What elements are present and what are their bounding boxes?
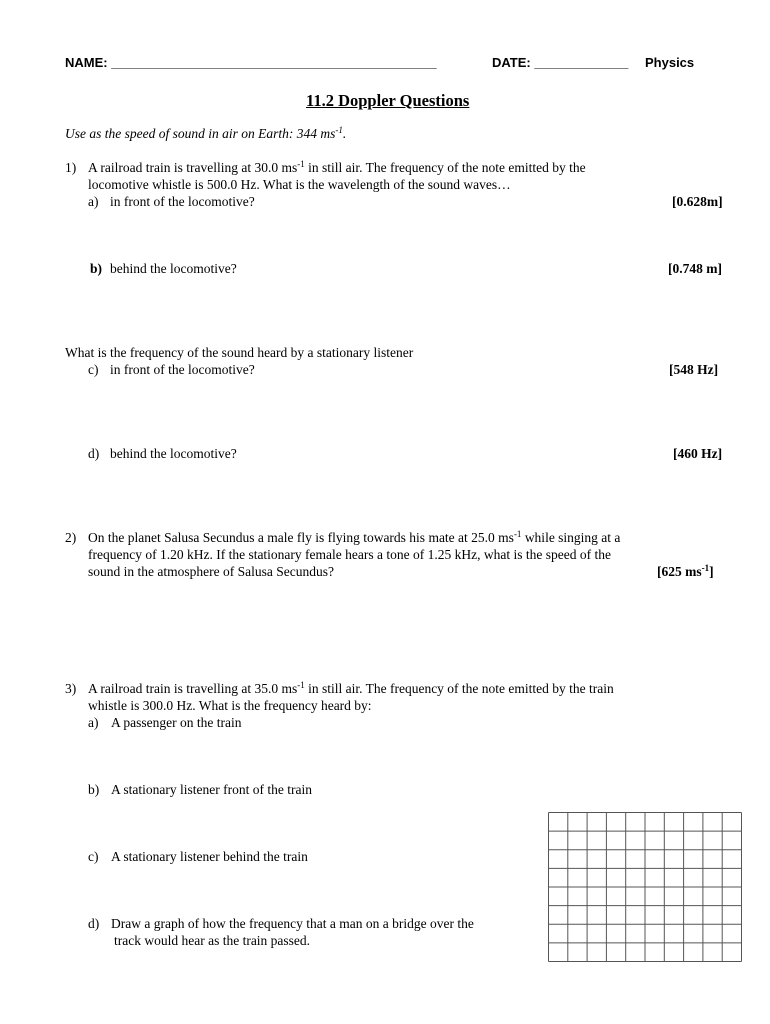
- q2-line1-sup: -1: [513, 529, 522, 539]
- q2-answer-a: [625 ms: [657, 564, 702, 579]
- q2-line3: sound in the atmosphere of Salusa Secundus?: [88, 564, 334, 579]
- q3-line1-sup: -1: [297, 680, 305, 690]
- q1-frequency-prompt: What is the frequency of the sound heard by a stationary listener: [65, 345, 414, 360]
- intro-sup: -1: [335, 125, 343, 135]
- q3-line1-b: in still air. The frequency of the note emitted by the train: [304, 681, 614, 696]
- q1b-text: behind the locomotive?: [110, 261, 237, 276]
- q1c-answer: [548 Hz]: [669, 362, 719, 377]
- q3d-letter: d): [88, 916, 100, 931]
- q2-answer: [657, 564, 714, 580]
- q2-number: 2): [65, 530, 77, 545]
- q1a-letter: a): [88, 194, 99, 209]
- q1-number: 1): [65, 160, 77, 175]
- q1-line1-b: in still air. The frequency of the note emitted by the: [304, 160, 586, 175]
- q1c-text: in front of the locomotive?: [110, 362, 255, 377]
- q1b-letter: b): [90, 261, 103, 276]
- q3c-text: A stationary listener behind the train: [111, 849, 308, 864]
- q2-answer-b: ]: [709, 564, 714, 579]
- q3d-text2: track would hear as the train passed.: [114, 933, 311, 948]
- q2-answer-sup: -1: [701, 563, 710, 573]
- q1d-letter: d): [88, 446, 100, 461]
- q1d-text: behind the locomotive?: [110, 446, 237, 461]
- q3c-letter: c): [88, 849, 99, 864]
- q3a-text: A passenger on the train: [111, 715, 242, 730]
- q3d-text1: Draw a graph of how the frequency that a man on a bridge over the: [111, 916, 474, 931]
- q1-line1-a: A railroad train is travelling at 30.0 ms: [88, 160, 298, 175]
- q3-line1: [88, 681, 614, 697]
- q2-line1-a: On the planet Salusa Secundus a male fly is flying towards his mate at 25.0 ms: [88, 530, 514, 545]
- grid-lines: [549, 813, 742, 962]
- name-field-label: NAME: _____________________________________________: [65, 55, 437, 70]
- q1-line2: locomotive whistle is 500.0 Hz. What is the wavelength of the sound waves…: [88, 177, 511, 192]
- q1a-answer: [0.628m]: [672, 194, 723, 209]
- q2-line2: frequency of 1.20 kHz. If the stationary female hears a tone of 1.25 kHz, what is the speed of the: [88, 547, 611, 562]
- q3-line1-a: A railroad train is travelling at 35.0 ms: [88, 681, 298, 696]
- q3a-letter: a): [88, 715, 99, 730]
- blank-graph-grid[interactable]: [548, 812, 742, 962]
- subject-label: Physics: [645, 55, 695, 70]
- q3-line2: whistle is 300.0 Hz. What is the frequency heard by:: [88, 698, 372, 713]
- q1b-answer: [0.748 m]: [668, 261, 722, 276]
- q3b-letter: b): [88, 782, 100, 797]
- intro-text: [65, 126, 346, 142]
- q3-number: 3): [65, 681, 77, 696]
- q1a-text: in front of the locomotive?: [110, 194, 255, 209]
- intro-end: .: [342, 126, 347, 141]
- q2-line1: [88, 530, 620, 546]
- q1c-letter: c): [88, 362, 99, 377]
- intro-main: Use as the speed of sound in air on Earth: 344 ms: [65, 126, 336, 141]
- date-field-label: DATE: _____________: [492, 55, 629, 70]
- q1-line1-sup: -1: [297, 159, 305, 169]
- q1d-answer: [460 Hz]: [673, 446, 723, 461]
- q3b-text: A stationary listener front of the train: [111, 782, 312, 797]
- q1-line1: [88, 160, 586, 176]
- page-title: 11.2 Doppler Questions: [306, 91, 470, 110]
- q2-line1-b: while singing at a: [521, 530, 621, 545]
